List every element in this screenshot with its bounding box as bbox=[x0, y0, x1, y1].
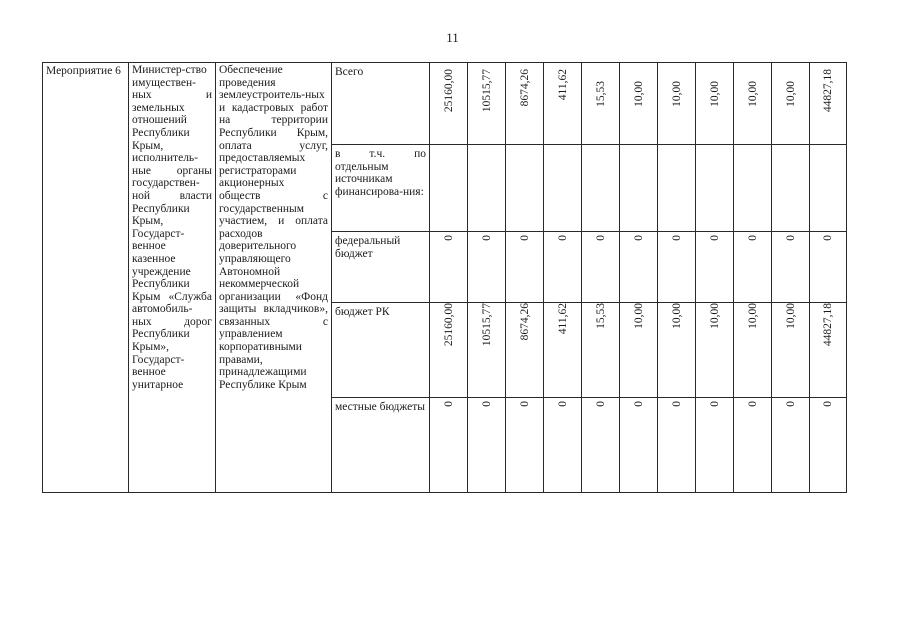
source-label: федеральный бюджет bbox=[335, 235, 401, 260]
source-cell bbox=[332, 145, 430, 232]
value-cell: 0 bbox=[518, 235, 531, 241]
value-cell: 10515,77 bbox=[480, 303, 493, 347]
value-cell: 44827,18 bbox=[822, 69, 834, 113]
value-cell: 10,00 bbox=[784, 303, 797, 329]
value-cell: 8674,26 bbox=[518, 69, 531, 107]
value-cell: 0 bbox=[670, 235, 683, 241]
value-cell: 411,62 bbox=[556, 69, 569, 101]
value-cell: 15,53 bbox=[594, 81, 607, 107]
value-cell: 0 bbox=[822, 401, 834, 407]
value-cell: 0 bbox=[784, 235, 797, 241]
table-row bbox=[43, 63, 847, 145]
source-label: в т.ч. по отдельным источникам финансирова-ния: bbox=[335, 148, 426, 198]
value-cell: 25160,00 bbox=[442, 303, 455, 347]
value-cell: 0 bbox=[746, 235, 759, 241]
value-cell: 0 bbox=[784, 401, 797, 407]
value-cell: 0 bbox=[632, 401, 645, 407]
value-cell: 0 bbox=[556, 401, 569, 407]
value-cell: 0 bbox=[822, 235, 834, 241]
value-cell: 10515,77 bbox=[480, 69, 493, 113]
value-cell: 0 bbox=[708, 235, 721, 241]
value-cell: 0 bbox=[442, 401, 455, 407]
value-cell: 44827,18 bbox=[822, 303, 834, 347]
value-cell: 0 bbox=[442, 235, 455, 241]
value-cell: 0 bbox=[632, 235, 645, 241]
executors-text: Министер-ство имуществен-ных и земельных отношений Республики Крым, исполнитель-ные органы государствен-ной власти Республики Крым, Государст-венное казенное учреждение Республики Крым «Служба автомобиль-ных дорог Республики Крым», Государст-венное унитарное bbox=[132, 64, 212, 391]
value-cell: 0 bbox=[708, 401, 721, 407]
executors-cell bbox=[129, 63, 216, 493]
description-text: Обеспечение проведения землеустроитель-ных и кадастровых работ на территории Республики Крым, оплата услуг, предоставляемых регистраторами акционерных обществ с государственным участием, и оплата расходов доверительного управляющего Автономной некоммерческой организации «Фонд защиты вкладчиков», связанных с управлением корпоративными правами, принадлежащими Республике Крым bbox=[219, 64, 328, 391]
value-cell: 10,00 bbox=[784, 81, 797, 107]
description-cell bbox=[216, 63, 332, 493]
value-cell: 10,00 bbox=[670, 303, 683, 329]
value-cell: 10,00 bbox=[746, 81, 759, 107]
event-label: Мероприятие 6 bbox=[46, 65, 121, 77]
value-cell: 0 bbox=[746, 401, 759, 407]
source-label: Всего bbox=[335, 66, 364, 78]
source-label: бюджет РК bbox=[335, 306, 390, 318]
value-cell: 411,62 bbox=[556, 303, 569, 335]
value-cell: 10,00 bbox=[632, 303, 645, 329]
page-number: 11 bbox=[446, 30, 459, 45]
value-cell: 8674,26 bbox=[518, 303, 531, 341]
source-cell bbox=[332, 398, 430, 493]
value-cell: 0 bbox=[594, 235, 607, 241]
value-cell: 10,00 bbox=[632, 81, 645, 107]
value-cell: 25160,00 bbox=[442, 69, 455, 113]
value-cell: 0 bbox=[670, 401, 683, 407]
event-label-cell bbox=[43, 63, 129, 493]
value-cell: 0 bbox=[480, 235, 493, 241]
value-cell: 0 bbox=[480, 401, 493, 407]
value-cell: 10,00 bbox=[708, 303, 721, 329]
value-cell: 0 bbox=[518, 401, 531, 407]
financing-table bbox=[42, 62, 847, 493]
value-cell: 10,00 bbox=[670, 81, 683, 107]
value-cell: 10,00 bbox=[746, 303, 759, 329]
source-cell bbox=[332, 303, 430, 398]
value-cell: 10,00 bbox=[708, 81, 721, 107]
value-cell: 15,53 bbox=[594, 303, 607, 329]
value-cell: 0 bbox=[594, 401, 607, 407]
table-body bbox=[43, 63, 847, 493]
source-label: местные бюджеты bbox=[335, 401, 426, 413]
value-cell: 0 bbox=[556, 235, 569, 241]
source-cell bbox=[332, 63, 430, 145]
source-cell bbox=[332, 232, 430, 303]
